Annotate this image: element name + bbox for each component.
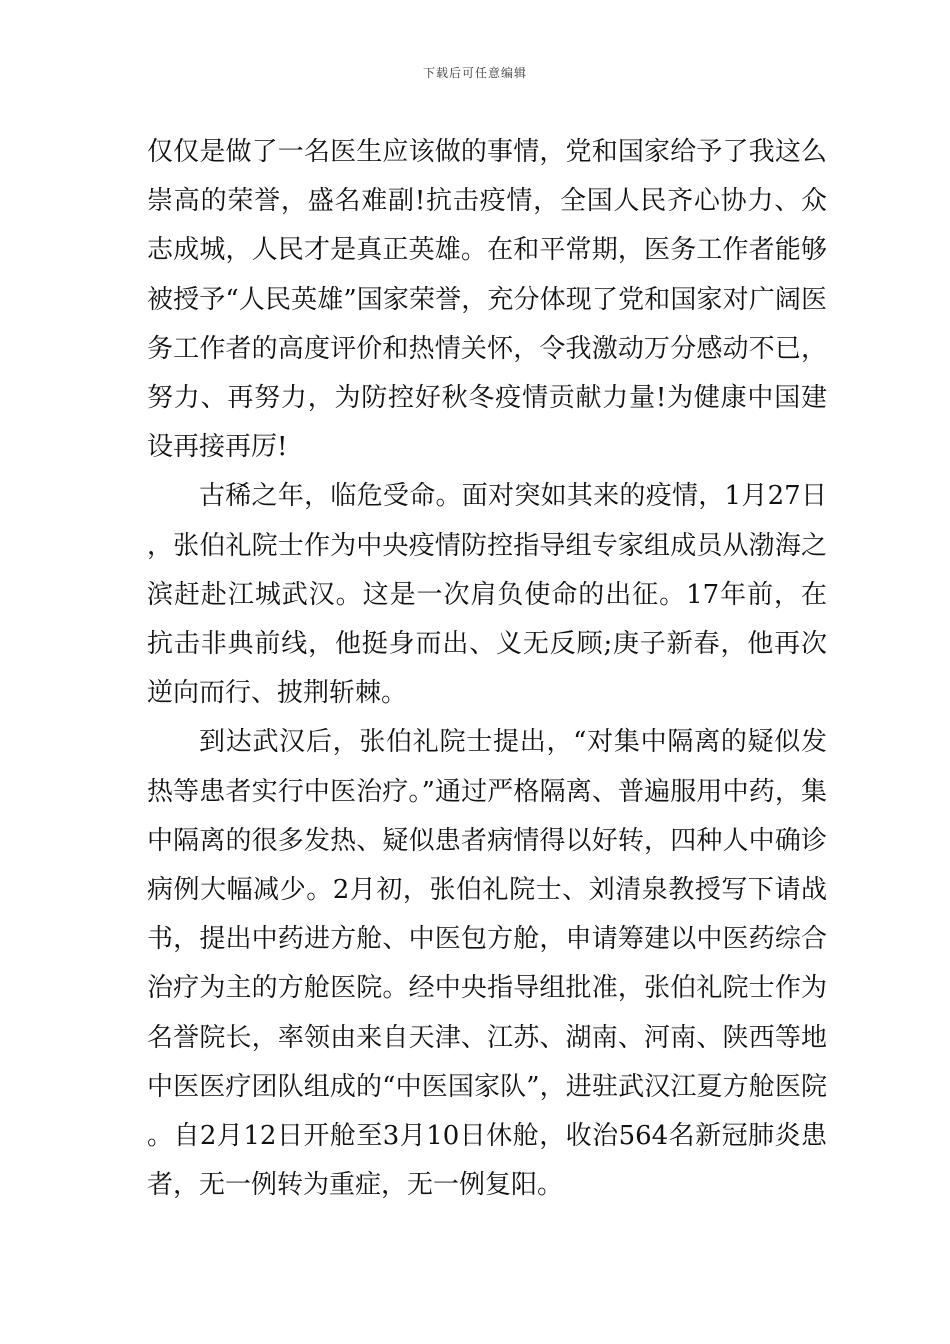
document-body bbox=[147, 128, 827, 1210]
paragraph-3: 到达武汉后，张伯礼院士提出，“对集中隔离的疑似发热等患者实行中医治疗。”通过严格隔离、普遍服用中药，集中隔离的很多发热、疑似患者病情得以好转，四种人中确诊病例大幅减少。2月初，张伯礼院士、刘清泉教授写下请战书，提出中药进方舱、中医包方舱，申请筹建以中医药综合治疗为主的方舱医院。经中央指导组批准，张伯礼院士作为名誉院长，率领由来自天津、江苏、湖南、河南、陕西等地中医医疗团队组成的“中医国家队”，进驻武汉江夏方舱医院。自2月12日开舱至3月10日休舱，收治564名新冠肺炎患者，无一例转为重症，无一例复阳。 bbox=[147, 727, 827, 1201]
paragraph-2: 古稀之年，临危受命。面对突如其来的疫情，1月27日，张伯礼院士作为中央疫情防控指导组专家组成员从渤海之滨赶赴江城武汉。这是一次肩负使命的出征。17年前，在抗击非典前线，他挺身而出、义无反顾;庚子新春，他再次逆向而行、披荆斩棘。 bbox=[147, 481, 827, 709]
paragraph-1: 仅仅是做了一名医生应该做的事情，党和国家给予了我这么崇高的荣誉，盛名难副!抗击疫情，全国人民齐心协力、众志成城，人民才是真正英雄。在和平常期，医务工作者能够被授予“人民英雄”国家荣誉，充分体现了党和国家对广阔医务工作者的高度评价和热情关怀，令我激动万分感动不已，努力、再努力，为防控好秋冬疫情贡献力量!为健康中国建设再接再厉! bbox=[147, 137, 827, 463]
page-header: 下载后可任意编辑 bbox=[422, 66, 527, 80]
